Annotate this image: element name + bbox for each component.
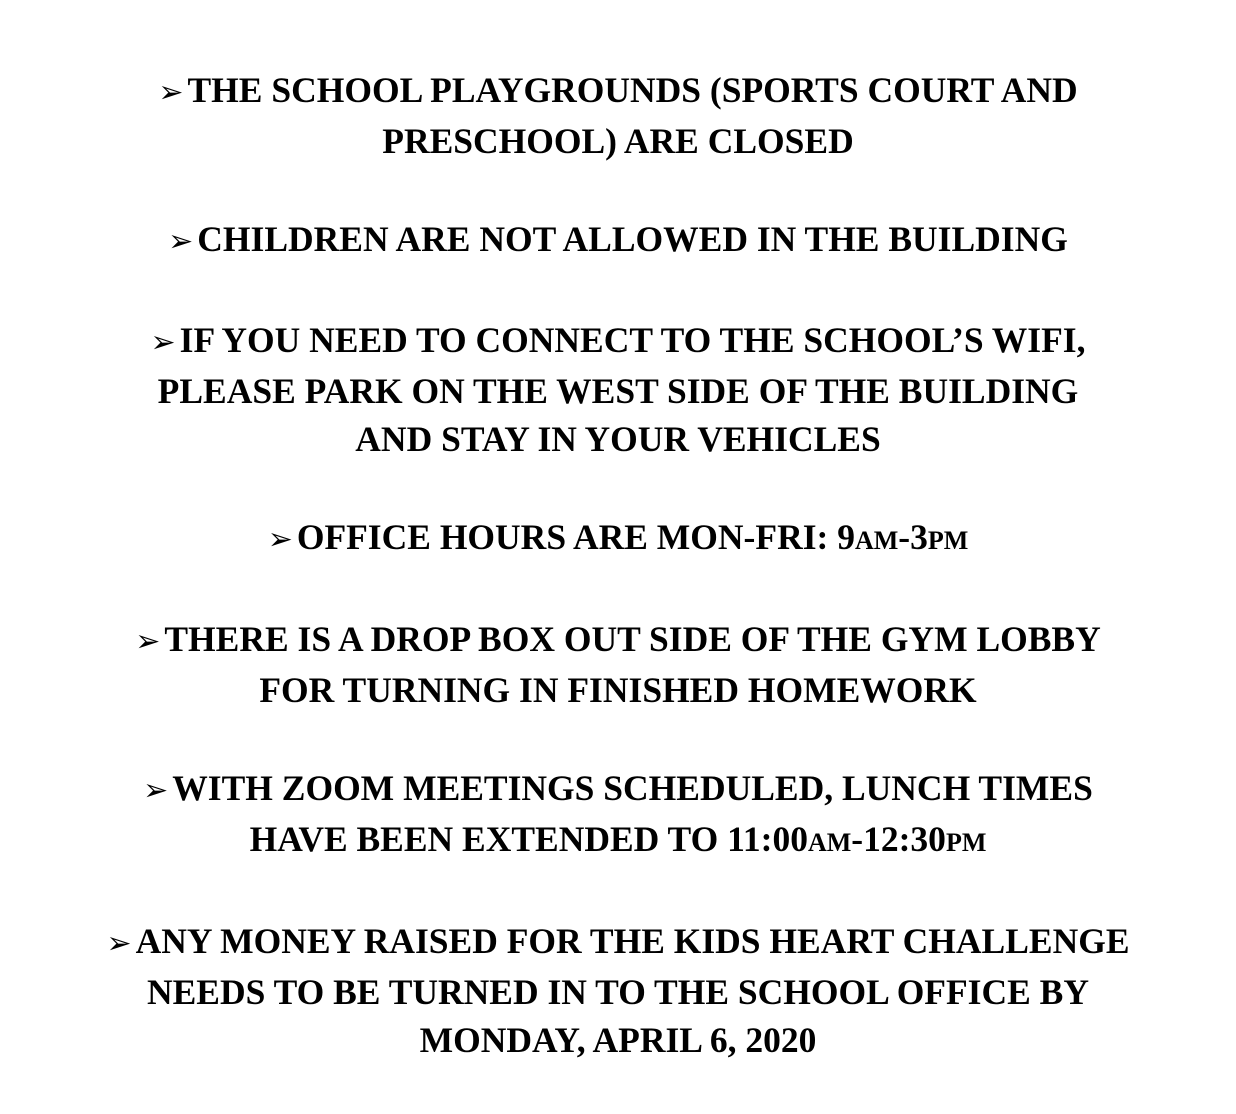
notice-line: [0, 316, 1236, 367]
arrow-bullet-icon: ➢: [267, 522, 293, 557]
notice-line: [0, 215, 1236, 266]
notice-item-children: [0, 215, 1236, 266]
office-hours-start-unit: AM: [854, 526, 899, 555]
notice-item-lunch-times: [0, 764, 1236, 867]
notice-text: WITH ZOOM MEETINGS SCHEDULED, LUNCH TIMES: [172, 768, 1093, 808]
lunch-prefix: HAVE BEEN EXTENDED TO: [249, 819, 728, 859]
arrow-bullet-icon: ➢: [106, 926, 132, 961]
arrow-bullet-icon: ➢: [158, 75, 184, 110]
arrow-bullet-icon: ➢: [135, 624, 161, 659]
notice-item-office-hours: [0, 513, 1236, 565]
notice-line: [0, 764, 1236, 815]
notice-line: PLEASE PARK ON THE WEST SIDE OF THE BUILDING: [157, 371, 1079, 411]
notice-line: [0, 513, 1236, 565]
arrow-bullet-icon: ➢: [150, 325, 176, 360]
office-hours-end: 3: [910, 517, 928, 557]
notice-line: PRESCHOOL) ARE CLOSED: [382, 121, 854, 161]
arrow-bullet-icon: ➢: [143, 773, 169, 808]
lunch-end-unit: PM: [945, 828, 987, 857]
notice-item-playgrounds: [0, 66, 1236, 165]
notice-item-drop-box: [0, 615, 1236, 714]
lunch-start: 11:00: [727, 819, 808, 859]
notice-line: [0, 815, 1236, 867]
notice-line: AND STAY IN YOUR VEHICLES: [355, 419, 881, 459]
notice-text: IF YOU NEED TO CONNECT TO THE SCHOOL’S WIFI,: [179, 320, 1086, 360]
notice-line: [0, 66, 1236, 117]
notice-text: CHILDREN ARE NOT ALLOWED IN THE BUILDING: [197, 219, 1068, 259]
office-hours-end-unit: PM: [927, 526, 969, 555]
lunch-end: 12:30: [863, 819, 946, 859]
office-hours-separator: -: [898, 517, 911, 557]
arrow-bullet-icon: ➢: [168, 224, 194, 259]
notice-list: [0, 66, 1236, 1114]
notice-line: MONDAY, APRIL 6, 2020: [419, 1020, 817, 1060]
notice-text: THERE IS A DROP BOX OUT SIDE OF THE GYM LOBBY: [164, 619, 1101, 659]
notice-item-wifi: [0, 316, 1236, 463]
notice-line: FOR TURNING IN FINISHED HOMEWORK: [259, 670, 977, 710]
lunch-separator: -: [851, 819, 864, 859]
notice-line: [0, 615, 1236, 666]
notice-line: NEEDS TO BE TURNED IN TO THE SCHOOL OFFICE BY: [146, 972, 1090, 1012]
notice-item-heart-challenge: [0, 917, 1236, 1064]
notice-line: [0, 917, 1236, 968]
office-hours-start: 9: [837, 517, 855, 557]
notice-text: THE SCHOOL PLAYGROUNDS (SPORTS COURT AND: [187, 70, 1078, 110]
lunch-start-unit: AM: [807, 828, 852, 857]
office-hours-prefix: OFFICE HOURS ARE MON-FRI:: [296, 517, 838, 557]
notice-text: ANY MONEY RAISED FOR THE KIDS HEART CHALLENGE: [135, 921, 1130, 961]
